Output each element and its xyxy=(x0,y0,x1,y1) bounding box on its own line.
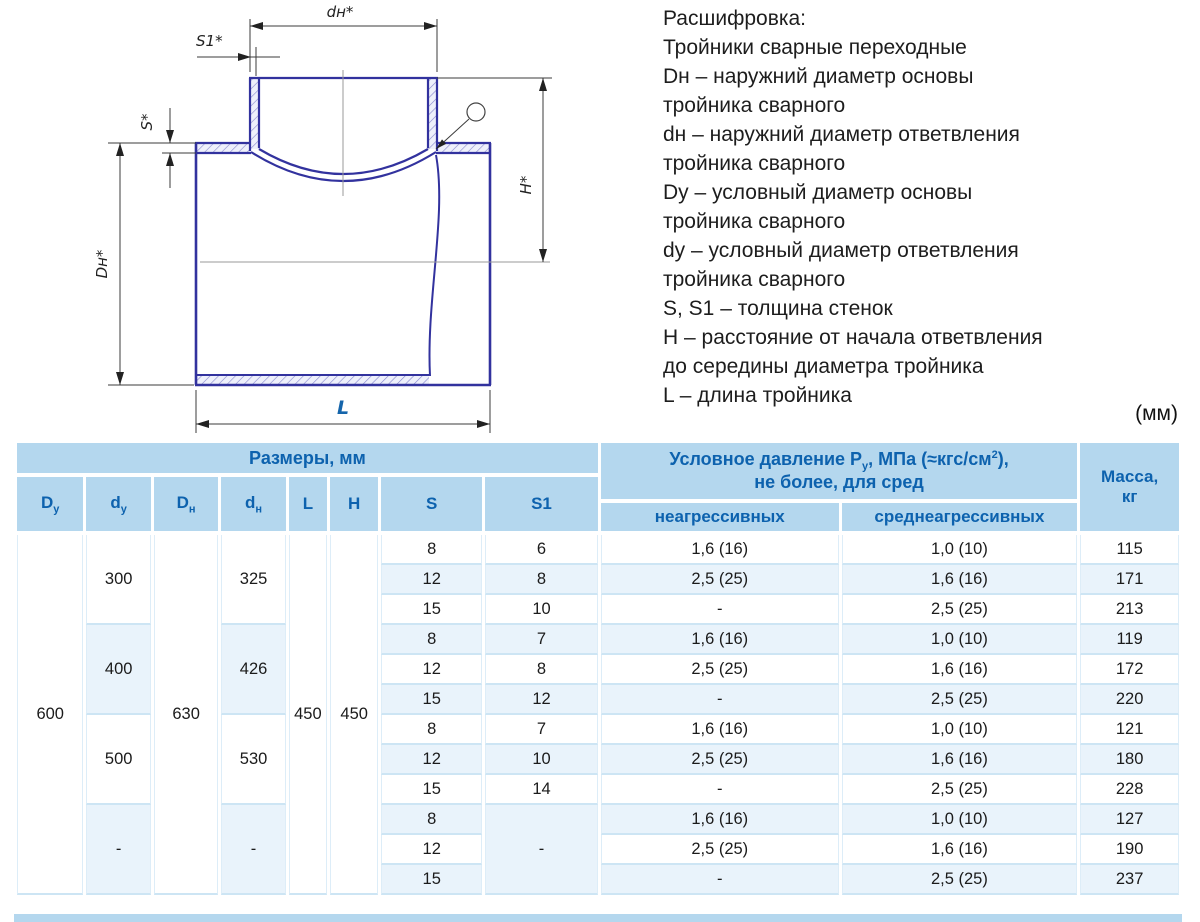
table-cell: 2,5 (25) xyxy=(601,655,839,685)
table-cell: 1,6 (16) xyxy=(601,805,839,835)
table-cell: 325 xyxy=(221,535,285,625)
table-cell: 8 xyxy=(381,805,482,835)
table-cell: 10 xyxy=(485,595,598,625)
table-cell: 2,5 (25) xyxy=(842,595,1078,625)
legend-line: до середины диаметра тройника xyxy=(663,355,984,378)
table-cell: - xyxy=(601,685,839,715)
header-col-s1: S1 xyxy=(485,477,598,535)
table-cell: 2,5 (25) xyxy=(842,775,1078,805)
table-cell: - xyxy=(601,595,839,625)
table-cell: 12 xyxy=(381,745,482,775)
top-section xyxy=(0,0,1200,443)
table-cell: 1,6 (16) xyxy=(842,835,1078,865)
legend-line: H – расстояние от начала ответвления xyxy=(663,326,1043,349)
legend-line: Dy – условный диаметр основы xyxy=(663,181,973,204)
spec-table-body xyxy=(17,535,1179,895)
unit-note: (мм) xyxy=(1135,402,1178,425)
table-cell: 15 xyxy=(381,865,482,895)
tee-drawing xyxy=(0,0,660,443)
table-row xyxy=(17,535,1179,565)
legend-line: тройника сварного xyxy=(663,268,846,291)
table-cell: 8 xyxy=(381,625,482,655)
table-cell: 1,0 (10) xyxy=(842,715,1078,745)
label-dn-branch: dн* xyxy=(326,3,354,21)
table-cell: 8 xyxy=(485,655,598,685)
table-cell: - xyxy=(485,805,598,895)
mass-line2: кг xyxy=(1121,487,1138,506)
table-cell: 7 xyxy=(485,715,598,745)
pressure-text: Условное давление P xyxy=(669,448,863,469)
table-cell: 10 xyxy=(485,745,598,775)
legend-line: S, S1 – толщина стенок xyxy=(663,297,893,320)
table-cell: 600 xyxy=(17,535,83,895)
label-s: S* xyxy=(138,113,156,131)
header-col-dn-big: $D_н$ xyxy=(154,477,218,535)
table-cell: 1,6 (16) xyxy=(601,535,839,565)
table-cell: 127 xyxy=(1080,805,1179,835)
table-cell: 15 xyxy=(381,685,482,715)
table-cell: 2,5 (25) xyxy=(842,685,1078,715)
dimension-lines xyxy=(108,19,552,433)
mass-line1: Масса, xyxy=(1101,467,1159,486)
header-media-nonaggressive: неагрессивных xyxy=(601,503,839,535)
table-cell: 12 xyxy=(485,685,598,715)
legend-line: тройника сварного xyxy=(663,94,846,117)
table-cell: 171 xyxy=(1080,565,1179,595)
pressure-text: , МПа (≈кгс/см xyxy=(868,448,992,469)
table-cell: 500 xyxy=(86,715,150,805)
header-col-h: H xyxy=(330,477,378,535)
table-cell: 1,6 (16) xyxy=(601,715,839,745)
pressure-sup: 2 xyxy=(991,448,998,461)
table-cell: 530 xyxy=(221,715,285,805)
table-cell: 630 xyxy=(154,535,218,895)
table-cell: 2,5 (25) xyxy=(601,745,839,775)
header-mass xyxy=(1080,443,1179,535)
table-cell: 1,6 (16) xyxy=(842,655,1078,685)
header-pressure xyxy=(601,443,1077,503)
table-cell: 12 xyxy=(381,835,482,865)
table-cell: 115 xyxy=(1080,535,1179,565)
table-cell: 1,0 (10) xyxy=(842,805,1078,835)
table-cell: 2,5 (25) xyxy=(842,865,1078,895)
table-cell: 12 xyxy=(381,655,482,685)
table-cell: - xyxy=(601,775,839,805)
header-col-s: S xyxy=(381,477,482,535)
spec-table-wrap xyxy=(14,443,1186,895)
table-cell: 2,5 (25) xyxy=(601,835,839,865)
legend-lines xyxy=(663,4,1188,410)
table-cell: 190 xyxy=(1080,835,1179,865)
spec-table xyxy=(14,443,1182,895)
table-cell: 220 xyxy=(1080,685,1179,715)
table-cell: 300 xyxy=(86,535,150,625)
header-col-dy-small: $d_у$ xyxy=(86,477,150,535)
table-cell: 7 xyxy=(485,625,598,655)
header-media-midaggressive: среднеагрессивных xyxy=(842,503,1078,535)
table-cell: 1,0 (10) xyxy=(842,535,1078,565)
header-col-dy-big: $D_у$ xyxy=(17,477,83,535)
table-cell: 228 xyxy=(1080,775,1179,805)
table-cell: 8 xyxy=(381,715,482,745)
table-cell: - xyxy=(601,865,839,895)
legend-line: Dн – наружний диаметр основы xyxy=(663,65,974,88)
table-cell: 1,6 (16) xyxy=(601,625,839,655)
table-cell: 2,5 (25) xyxy=(601,565,839,595)
table-cell: 15 xyxy=(381,775,482,805)
table-cell: 450 xyxy=(330,535,378,895)
legend-line: тройника сварного xyxy=(663,152,846,175)
label-h: H* xyxy=(517,175,535,195)
table-cell: - xyxy=(86,805,150,895)
table-cell: 237 xyxy=(1080,865,1179,895)
table-cell: 1,6 (16) xyxy=(842,565,1078,595)
legend-line: L – длина тройника xyxy=(663,384,852,407)
table-cell: 172 xyxy=(1080,655,1179,685)
table-cell: 121 xyxy=(1080,715,1179,745)
table-cell: 400 xyxy=(86,625,150,715)
pressure-text-line2: не более, для сред xyxy=(754,472,924,493)
table-cell: 8 xyxy=(485,565,598,595)
table-cell: 1,6 (16) xyxy=(842,745,1078,775)
table-cell: 12 xyxy=(381,565,482,595)
legend-line: dн – наружний диаметр ответвления xyxy=(663,123,1020,146)
legend-line: Тройники сварные переходные xyxy=(663,36,967,59)
pressure-sub: у xyxy=(862,460,869,473)
table-cell: 213 xyxy=(1080,595,1179,625)
pressure-text: ), xyxy=(997,448,1009,469)
table-cell: 6 xyxy=(485,535,598,565)
label-dn-body: Dн* xyxy=(93,249,111,279)
legend-line: dy – условный диаметр ответвления xyxy=(663,239,1019,262)
table-cell: 180 xyxy=(1080,745,1179,775)
table-cell: 14 xyxy=(485,775,598,805)
label-l: L xyxy=(336,397,350,419)
table-cell: - xyxy=(221,805,285,895)
label-s1: S1* xyxy=(196,32,223,50)
legend-line: Расшифровка: xyxy=(663,7,807,30)
table-cell: 426 xyxy=(221,625,285,715)
table-cell: 450 xyxy=(289,535,327,895)
table-cell: 8 xyxy=(381,535,482,565)
legend-line: тройника сварного xyxy=(663,210,846,233)
dimension-arrows xyxy=(116,22,547,428)
next-table-header-strip xyxy=(14,914,1182,922)
header-col-dn-small: $d_н$ xyxy=(221,477,285,535)
header-col-l: L xyxy=(289,477,327,535)
header-sizes: Размеры, мм xyxy=(17,443,598,477)
table-cell: 15 xyxy=(381,595,482,625)
table-cell: 119 xyxy=(1080,625,1179,655)
table-cell: 1,0 (10) xyxy=(842,625,1078,655)
